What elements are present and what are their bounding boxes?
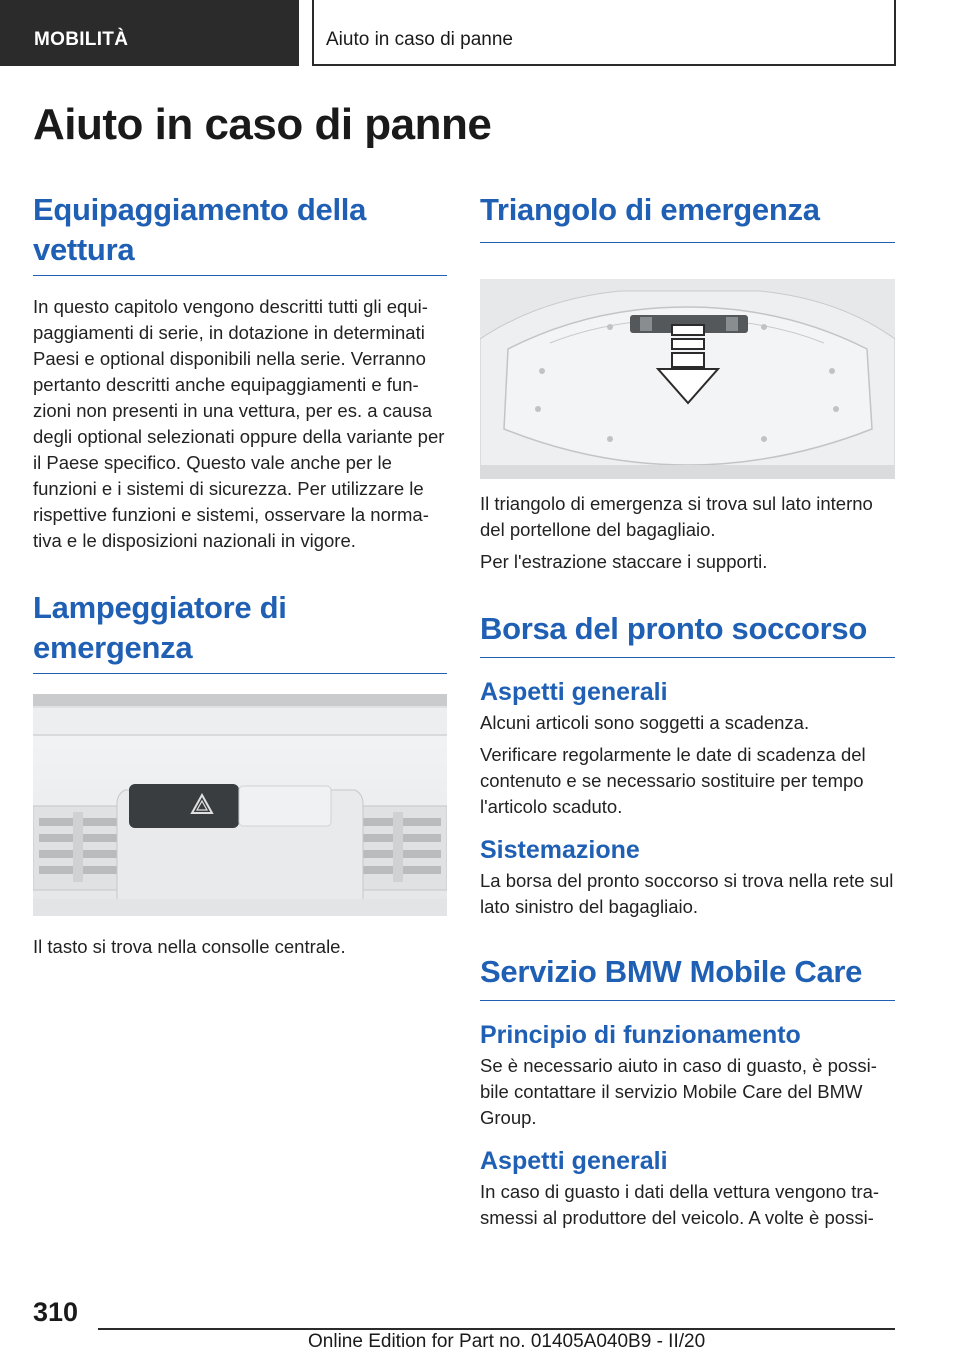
first-aid-general-text-2: Verificare regolarmente le date di scadenza del contenuto e se necessario sostituire per tempo l'articolo scaduto. [480,744,866,817]
trunk-lid-triangle-image [480,279,895,479]
chapter-tab: Aiuto in caso di panne [312,0,896,66]
mobile-care-heading: Servizio BMW Mobile Care [480,952,895,1001]
right-column [480,190,895,1231]
page-number: 310 [33,1297,79,1327]
triangle-text-1: Il triangolo di emergenza si trova sul lato interno del portellone del bagagliaio. [480,493,873,540]
first-aid-location-text: La borsa del pronto soccorso si trova nella rete sul lato sinistro del bagagliaio. [480,870,894,917]
first-aid-heading: Borsa del pronto soccorso [480,609,895,658]
triangle-text-2: Per l'estrazione staccare i supporti. [480,551,768,572]
footer-rule [98,1328,895,1330]
mobile-care-principle-text: Se è necessario aiuto in caso di guasto, è possibile contattare il servizio Mobile Care del BMW Group. [480,1055,877,1128]
mobile-care-general-heading: Aspetti generali [480,1147,668,1175]
first-aid-general-heading: Aspetti generali [480,678,668,706]
hazard-caption: Il tasto si trova nella consolle centrale. [33,936,346,957]
first-aid-general-text-1: Alcuni articoli sono soggetti a scadenza. [480,712,810,733]
left-column [33,190,447,960]
triangle-heading: Triangolo di emergenza [480,190,895,243]
first-aid-location-heading: Sistemazione [480,836,640,864]
page-title: Aiuto in caso di panne [33,100,492,149]
hazard-console-image [33,694,447,916]
running-header [0,0,960,66]
equipment-heading: Equipaggiamento della vettura [33,190,447,276]
mobile-care-principle-heading: Principio di funzionamento [480,1021,801,1049]
hazard-button [129,784,239,828]
edition-note: Online Edition for Part no. 01405A040B9 - II/20 [308,1331,706,1352]
hazard-heading: Lampeggiatore di emergenza [33,588,447,674]
equipment-text: In questo capitolo vengono descritti tutti gli equipaggiamenti di serie, in dotazione in determinati Paesi e optional disponibili nella serie. Verranno pertanto descritti anche equipaggiamenti e funzioni non presenti in una vettura, per es. a causa degli optional selezionati oppure della variante per il Paese specifico. Questo vale anche per le funzioni e i sistemi di sicurezza. Per utilizzare le rispettive funzioni e sistemi, osservare la normativa e le disposizioni nazionali in vigore. [33,296,445,551]
mobile-care-general-text: In caso di guasto i dati della vettura vengono trasmessi al produttore del veicolo. A volte è possi- [480,1181,880,1228]
section-tab: MOBILITÀ [0,0,299,66]
